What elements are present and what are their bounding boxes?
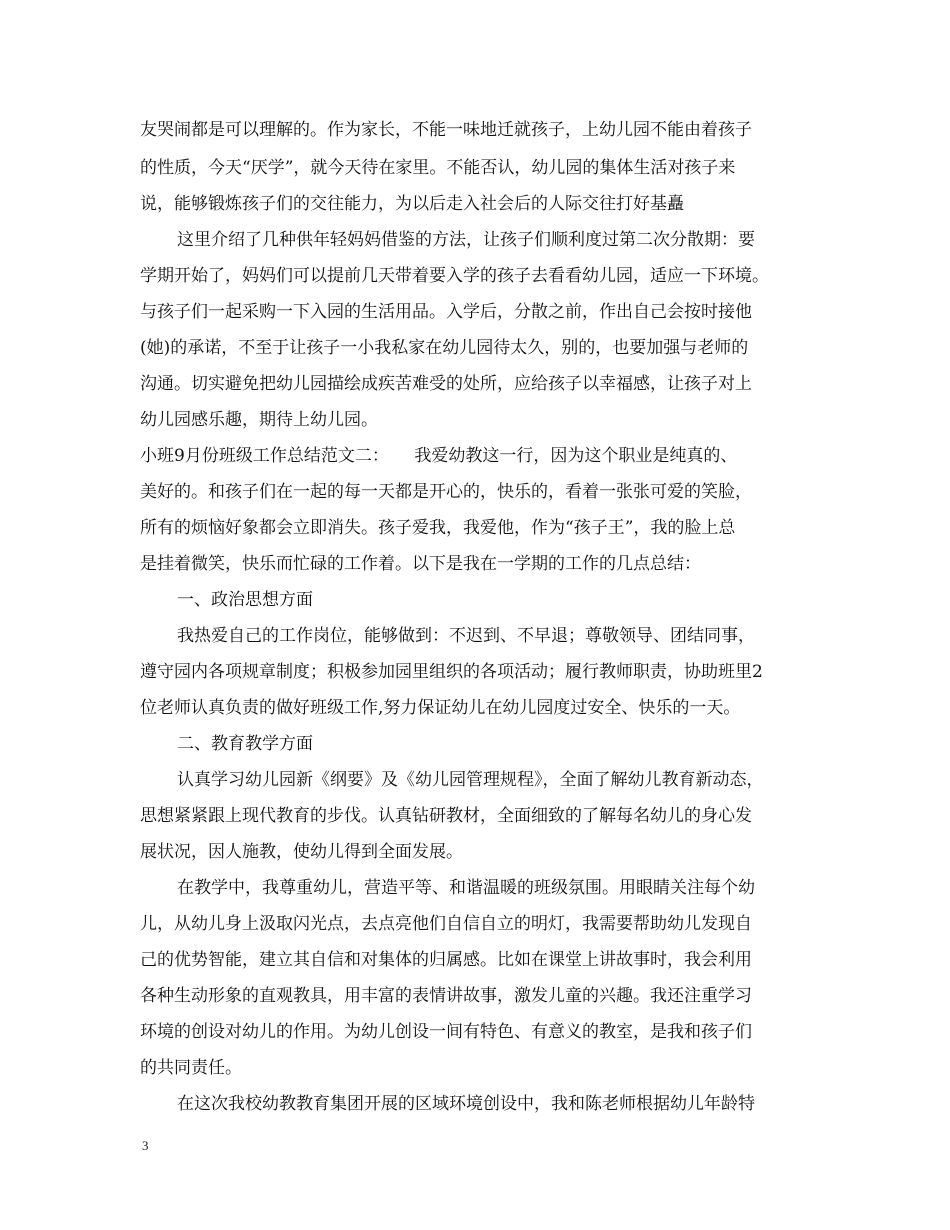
page-number: 3 [142, 1138, 149, 1153]
text-line: 环境的创设对幼儿的作用。为幼儿创设一间有特色、有意义的教室，是我和孩子们 [140, 1022, 752, 1042]
section-heading: 二、教育教学方面 [177, 734, 313, 754]
text-line: 友哭闹都是可以理解的。作为家长，不能一味地迁就孩子，上幼儿园不能由着孩子 [140, 120, 752, 140]
text-line: 所有的烦恼好象都会立即消失。孩子爱我，我爱他，作为“孩子王”，我的脸上总 [140, 518, 736, 538]
text-line: 学期开始了，妈妈们可以提前几天带着要入学的孩子去看看幼儿园，适应一下环境。 [140, 266, 769, 286]
section-intro-line: 小班9月份班级工作总结范文二： 我爱幼教这一行，因为这个职业是纯真的、 [140, 446, 738, 466]
text-line: 各种生动形象的直观教具，用丰富的表情讲故事，激发儿童的兴趣。我还注重学习 [140, 986, 752, 1006]
text-line: 的性质，今天“厌学”，就今天待在家里。不能否认，幼儿园的集体生活对孩子来 [140, 158, 736, 178]
text-line: 美好的。和孩子们在一起的每一天都是开心的，快乐的，看着一张张可爱的笑脸， [140, 482, 752, 502]
text-line: 与孩子们一起采购一下入园的生活用品。入学后，分散之前，作出自己会按时接他 [140, 302, 752, 322]
text-line: 的共同责任。 [140, 1058, 242, 1078]
text-line: 沟通。切实避免把幼儿园描绘成疾苦难受的处所，应给孩子以幸福感，让孩子对上 [140, 374, 752, 394]
text-line: 幼儿园感乐趣，期待上幼儿园。 [140, 410, 378, 430]
text-line: 思想紧紧跟上现代教育的步伐。认真钻研教材，全面细致的了解每名幼儿的身心发 [140, 806, 752, 826]
text-line: 位老师认真负责的做好班级工作,努力保证幼儿在幼儿园度过安全、快乐的一天。 [140, 698, 741, 718]
paragraph-first-line: 在教学中，我尊重幼儿，营造平等、和谐温暖的班级氛围。用眼睛关注每个幼 [177, 878, 755, 898]
paragraph-first-line: 我热爱自己的工作岗位，能够做到：不迟到、不早退；尊敬领导、团结同事， [177, 626, 755, 646]
text-line: 儿，从幼儿身上汲取闪光点，去点亮他们自信自立的明灯，我需要帮助幼儿发现自 [140, 914, 752, 934]
text-line: 己的优势智能，建立其自信和对集体的归属感。比如在课堂上讲故事时，我会利用 [140, 950, 752, 970]
text-line: 说，能够锻炼孩子们的交往能力，为以后走入社会后的人际交往打好基矗 [140, 194, 684, 214]
section-heading: 一、政治思想方面 [177, 590, 313, 610]
text-line: 展状况，因人施教，使幼儿得到全面发展。 [140, 842, 463, 862]
paragraph-first-line: 这里介绍了几种供年轻妈妈借鉴的方法，让孩子们顺利度过第二次分散期：要 [177, 230, 755, 250]
text-line: 是挂着微笑，快乐而忙碌的工作着。以下是我在一学期的工作的几点总结： [140, 554, 701, 574]
text-line: 遵守园内各项规章制度；积极参加园里组织的各项活动；履行教师职责，协助班里2 [140, 662, 763, 682]
paragraph-first-line: 在这次我校幼教教育集团开展的区域环境创设中，我和陈老师根据幼儿年龄特 [177, 1094, 755, 1114]
paragraph-first-line: 认真学习幼儿园新《纲要》及《幼儿园管理规程》，全面了解幼儿教育新动态， [177, 770, 764, 790]
text-line: (她)的承诺，不至于让孩子一小我私家在幼儿园待太久，别的，也要加强与老师的 [140, 338, 749, 358]
